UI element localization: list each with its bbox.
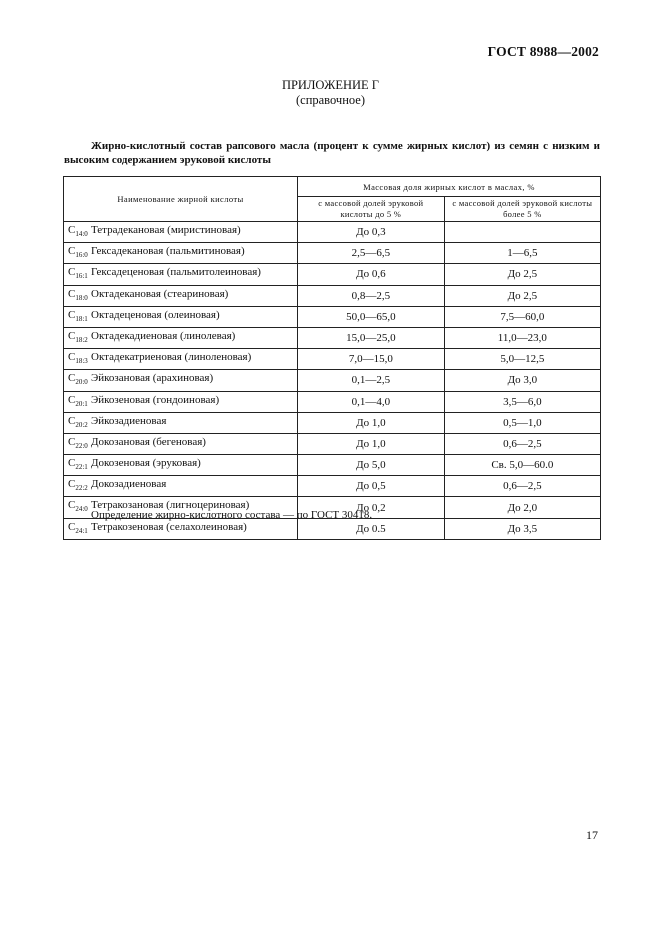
carbon-code: $C_{18:1}$ [68,308,88,323]
high-erucic-value: 7,5—60,0 [444,306,600,327]
column-header-high-erucic: с массовой долей эруковой кислоты более 5 % [444,197,600,222]
high-erucic-value: 1—6,5 [444,243,600,264]
low-erucic-value: До 1,0 [298,412,445,433]
high-erucic-value: До 3,0 [444,370,600,391]
carbon-code-subscript: 18:1 [75,314,88,323]
low-erucic-value: До 1,0 [298,433,445,454]
low-erucic-value: До 0,2 [298,497,445,518]
carbon-code-subscript: 14:0 [75,230,88,239]
carbon-code-subscript: 20:1 [75,399,88,408]
carbon-code-subscript: 22:0 [75,442,88,451]
high-erucic-value: 5,0—12,5 [444,349,600,370]
appendix-title: ПРИЛОЖЕНИЕ Г [281,78,380,92]
carbon-code: $C_{18:2}$ [68,329,88,345]
acid-name: Докозановая (бегеновая) [91,435,206,448]
carbon-code: $C_{22:1}$ [68,457,88,472]
high-erucic-value: 11,0—23,0 [444,327,600,348]
high-erucic-value: Св. 5,0—60.0 [444,455,600,476]
method-note: Определение жирно-кислотного состава — по ГОСТ 30418. [91,509,373,521]
page-number: 17 [586,828,598,842]
high-erucic-value: До 2,5 [444,264,600,285]
high-erucic-value: До 2,0 [444,497,600,518]
carbon-code: $C_{18:3}$ [68,351,88,366]
table-row [64,518,601,539]
carbon-code: $C_{20:0}$ [68,372,88,387]
carbon-code: $C_{20:2}$ [68,414,88,429]
carbon-code: $C_{24:0}$ [68,499,88,514]
table-body [64,222,601,540]
carbon-code-subscript: 24:0 [75,505,88,514]
table-row [64,349,601,370]
acid-name-cell [64,370,298,391]
appendix-subtitle: (справочное) [295,93,366,107]
acid-name-cell [64,349,298,370]
low-erucic-value: 0,1—2,5 [298,370,445,391]
acid-name: Октадекадиеновая (линолевая) [91,329,236,342]
high-erucic-value: До 2,5 [444,285,600,306]
carbon-code: $C_{20:1}$ [68,393,88,408]
table-caption: Жирно-кислотный состав рапсового масла (процент к сумме жирных кислот) из семян с низким и высоким содержанием эруковой кислоты [64,140,600,166]
acid-name-cell [64,264,298,285]
low-erucic-value: До 0,5 [298,476,445,497]
low-erucic-value: 15,0—25,0 [298,327,445,348]
table-row [64,370,601,391]
acid-name-cell [64,433,298,454]
carbon-code-subscript: 18:0 [75,293,88,302]
acid-name-cell [64,518,298,539]
carbon-code: $C_{22:2}$ [68,478,88,493]
carbon-code-subscript: 20:2 [75,420,88,429]
acid-name: Тетракозановая (лигноцериновая) [91,499,250,512]
high-erucic-value: 0,5—1,0 [444,412,600,433]
table-row [64,243,601,264]
table-row [64,433,601,454]
carbon-code: $C_{24:1}$ [68,520,88,535]
high-erucic-value: До 3,5 [444,518,600,539]
table-row [64,327,601,348]
acid-name: Эйкозадиеновая [91,414,167,427]
table-row [64,476,601,497]
low-erucic-value: 50,0—65,0 [298,306,445,327]
acid-name: Докозадиеновая [91,478,167,491]
carbon-code-subscript: 20:0 [75,378,88,387]
carbon-code-subscript: 24:1 [75,526,88,535]
acid-name: Тетрадекановая (миристиновая) [91,224,241,236]
acid-name-cell [64,476,298,497]
carbon-code-subscript: 22:2 [75,484,88,493]
table-row [64,222,601,243]
acid-name-cell [64,391,298,412]
low-erucic-value: 0,8—2,5 [298,285,445,306]
carbon-code: $C_{16:1}$ [68,266,88,281]
standard-code: ГОСТ 8988—2002 [487,44,599,59]
high-erucic-value [444,222,600,243]
acid-name-cell [64,285,298,306]
table-row [64,285,601,306]
high-erucic-value: 0,6—2,5 [444,433,600,454]
column-group-header: Массовая доля жирных кислот в маслах, % [298,177,601,197]
carbon-code: $C_{18:0}$ [68,287,88,302]
acid-name: Докозеновая (эруковая) [91,457,201,470]
carbon-code-subscript: 16:1 [75,272,88,281]
acid-name-cell [64,412,298,433]
carbon-code-subscript: 22:1 [75,463,88,472]
acid-name-cell [64,306,298,327]
fatty-acid-table [63,176,601,540]
table-row [64,264,601,285]
acid-name-cell [64,222,298,243]
acid-name-cell [64,455,298,476]
carbon-code: $C_{14:0}$ [68,224,88,239]
acid-name: Эйкозановая (арахиновая) [91,372,214,385]
carbon-code-subscript: 16:0 [75,251,88,260]
carbon-code-subscript: 18:2 [75,336,88,345]
carbon-code: $C_{16:0}$ [68,245,88,260]
appendix-heading [0,78,661,108]
column-header-acid-name: Наименование жирной кислоты [64,177,298,222]
acid-name: Гексадеценовая (пальмитолеиновая) [91,266,261,279]
carbon-code-subscript: 18:3 [75,357,88,366]
acid-name: Октадекановая (стеариновая) [91,287,229,300]
low-erucic-value: До 0.5 [298,518,445,539]
acid-name: Октадеценовая (олеиновая) [91,308,220,321]
table-row [64,412,601,433]
low-erucic-value: 2,5—6,5 [298,243,445,264]
low-erucic-value: 7,0—15,0 [298,349,445,370]
table-row [64,455,601,476]
acid-name: Эйкозеновая (гондоиновая) [91,393,220,406]
acid-name: Гексадекановая (пальмитиновая) [91,245,245,258]
carbon-code: $C_{22:0}$ [68,435,88,451]
table-row [64,306,601,327]
column-header-low-erucic: с массовой долей эруковой кислоты до 5 % [298,197,445,222]
low-erucic-value: До 5,0 [298,455,445,476]
acid-name-cell [64,327,298,348]
acid-name: Октадекатриеновая (линоленовая) [91,351,252,364]
high-erucic-value: 0,6—2,5 [444,476,600,497]
table-row [64,391,601,412]
low-erucic-value: До 0,6 [298,264,445,285]
low-erucic-value: До 0,3 [298,222,445,243]
low-erucic-value: 0,1—4,0 [298,391,445,412]
high-erucic-value: 3,5—6,0 [444,391,600,412]
acid-name-cell [64,243,298,264]
table-header-row [64,177,601,197]
acid-name: Тетракозеновая (селахолеиновая) [91,520,247,533]
